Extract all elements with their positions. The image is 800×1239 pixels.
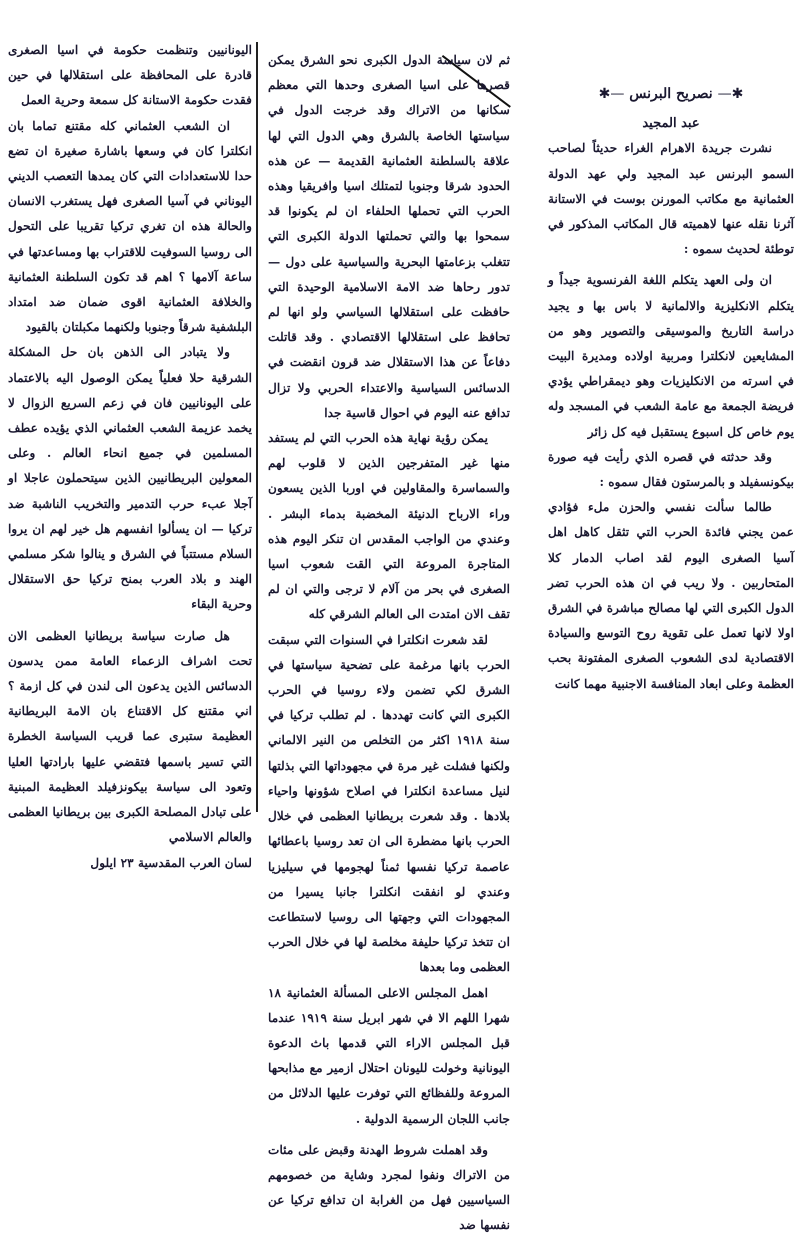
article-subtitle: عبد المجيد (642, 116, 700, 132)
paragraph: اليونانيين وتنظمت حكومة في اسيا الصغرى قادرة على المحافظة على استقلالها في حين فقدت حكومة الاستانة كل سمعة وحرية العمل (8, 43, 252, 108)
column-divider-rule (256, 42, 258, 812)
paragraph: ثم لان سياسة الدول الكبرى نحو الشرق يمكن قصرها على اسيا الصغرى وحدها التي معظم سكانها من الاتراك وقد خرجت الدول في سياستها الخاصة بالشرق وهي الدول التي لها علاقة بالسلطنة العثمانية القديمة — عن هذه الحدود شرقا وجنوبا لتمتلك اسيا وافريقيا وهذه الحرب التي تحملها الحلفاء ان لم يكونوا قد سمحوا بها والتي تحملتها الدولة الكبرى التي تتغلب بزعامتها البحرية والسياسية على دول — تدور رحاها ضد الامة الاسلامية الوحيدة التي حافظت على استقلالها السياسي ولو انها لم تحافظ على استقلالها الاقتصادي . وقد قاتلت دفاعاً عن هذا الاستقلال ضد قرون انقضت في الدسائس السياسية والاعتداء الحربي ولا تزال تدافع عنه اليوم في احوال قاسية جدا (268, 53, 510, 420)
article-title (548, 82, 794, 107)
article-column-middle (268, 48, 510, 1239)
article-column-left (8, 38, 252, 876)
paragraph: يمكن رؤية نهاية هذه الحرب التي لم يستفد منها غير المتفرجين الذين لا قلوب لهم والسماسرة والمقاولين في اوربا الذين يسعون وراء الارباح الدنيئة المخضبة بدماء البشر . وعندي من الواجب المقدس ان تنكر اليوم هذه المتاجرة المروعة التي القت شعوب اسيا الصغرى في بحر من آلام لا ترجى والتي ان لم تقف الان امتدت الى العالم الشرقي كله (268, 431, 510, 622)
paragraph: طالما سألت نفسي والحزن ملء فؤادي عمن يجني فائدة الحرب التي تثقل كاهل اهل آسيا الصغرى اليوم لقد اصاب الدمار كلا المتحاربين . ولا ريب في ان هذه الحرب تضر الدول الكبرى التي لها مصالح مباشرة في الشرق اولا لانها تعمل على تقوية روح التوسع والسيادة الاقتصادية لدى الشعوب الصغرى المفتونة بحب العظمة وعلى ابعاد المنافسة الاجنبية مهما كانت (548, 500, 794, 691)
paragraph: وقد حدثته في قصره الذي رأيت فيه صورة بيكونسفيلد و بالمرستون فقال سموه : (548, 449, 794, 490)
title-ornament-icon: ✱— (717, 86, 744, 102)
article-title-text: نصريح البرنس (629, 86, 713, 102)
paragraph: ولا يتبادر الى الذهن بان حل المشكلة الشرقية حلا فعلياً يمكن الوصول اليه بالاعتماد على اليونانيين فان في زعم السريع الزوال لا يخمد عزيمة الشعب العثماني الذي يؤيده عطف المسلمين في جميع انحاء العالم . وعلى المعولين البريطانيين الذين سيتحملون عاجلا او آجلا عبء حرب التدمير والتخريب الناشبة ضد تركيا — ان يسألوا انفسهم هل خير لهم ان يروا السلام مستتباً في الشرق و ينالوا شكر مسلمي الهند و بلاد العرب بمنح تركيا حق الاستقلال وحرية البقاء (8, 345, 252, 612)
paragraph: هل صارت سياسة بريطانيا العظمى الان تحت اشراف الزعماء العامة ممن يدسون الدسائس الذين يدعون الى لندن في كل ازمة ؟ اني مقتنع كل الاقتناع بان الامة البريطانية العظيمة ستبرى عما قريب السياسة الخطرة التي تسير باسمها فتقضي عليها بارادتها العليا وتعود الى سياسة بيكونزفيلد العظيمة المبنية على تبادل المصلحة الكبرى بين بريطانيا العظمى والعالم الاسلامي (8, 628, 252, 845)
title-ornament-icon: —✱ (598, 86, 625, 102)
paragraph: وقد اهملت شروط الهدنة وقبض على مئات من الاتراك ونفوا لمجرد وشاية من خصومهم السياسيين فهل من الغرابة ان تدافع تركيا عن نفسها ضد (268, 1142, 510, 1233)
paragraph: لقد شعرت انكلترا في السنوات التي سبقت الحرب بانها مرغمة على تضحية سياستها في الشرق لكي تضمن ولاء روسيا في الحرب الكبرى التي كانت تهددها . لم تطلب تركيا في سنة ١٩١٨ اكثر من التخلص من النير الالماني ولكنها فشلت غير مرة في مجهوداتها التي بذلتها لنيل مساعدة انكلترا في اصلاح شؤونها واحياء بلادها . وقد شعرت بريطانيا العظمى في خلال الحرب بانها مضطرة الى ان تعد روسيا باعطائها عاصمة تركيا نفسها ثمناً لهجومها في سيليزيا وعندي لو انفقت انكلترا جانبا يسيرا من المجهودات التي وجهتها الى روسيا لاستطاعت ان تتخذ تركيا حليفة مخلصة لها في خلال الحرب العظمى وما بعدها (268, 632, 511, 975)
source-signoff: لسان العرب المقدسية ٢٣ ايلول (90, 855, 252, 870)
article-column-right (548, 82, 794, 697)
paragraph: اهمل المجلس الاعلى المسألة العثمانية ١٨ شهرا اللهم الا في شهر ابريل سنة ١٩١٩ عندما قبل المجلس الاراء التي قدمها باث الدعوة اليونانية وخولت لليونان احتلال ازمير مع مذابحها المروعة وللفظائع التي توفرت عليها الدلائل من جانب اللجان الرسمية الدولية . (268, 985, 510, 1126)
paragraph: ان ولى العهد يتكلم اللغة الفرنسوية جيداً و يتكلم الانكليزية والالمانية لا باس بها و يجيد دراسة التاريخ والموسيقى والتصوير وهو من المشايعين لانكلترا ومربية اولاده ومديرة البيت في اسرته من الانكليزيات وهو ديمقراطي يؤدي فريضة الجمعة مع عامة الشعب في المسجد وله يوم خاص كل اسبوع يستقبل فيه كل زائر (548, 273, 794, 439)
paragraph: ان الشعب العثماني كله مقتنع تماما بان انكلترا كان في وسعها باشارة صغيرة ان تضع حدا للاستعدادات التي كان يمدها التعصب الديني اليوناني في آسيا الصغرى فهل يستغرب الانسان والحالة هذه ان تغري تركيا تقريبا على التحول الى روسيا السوفيت للاقتراب بها ومساعدتها في ساعة آلامها ؟ اهم قد تكون السلطنة العثمانية والخلافة العثمانية اقوى ضمان ضد امتداد البلشفية شرقاً وجنوبا ولكنهما مكبلتان بالقيود (8, 118, 252, 335)
paragraph: نشرت جريدة الاهرام الغراء حديثاً لصاحب السمو البرنس عبد المجيد ولي عهد الدولة العثمانية مع مكاتب المورنن بوست في الاستانة آثرنا نقله عنها لاهميته قال المكاتب المذكور في توطئة لحديث سموه : (548, 141, 794, 257)
